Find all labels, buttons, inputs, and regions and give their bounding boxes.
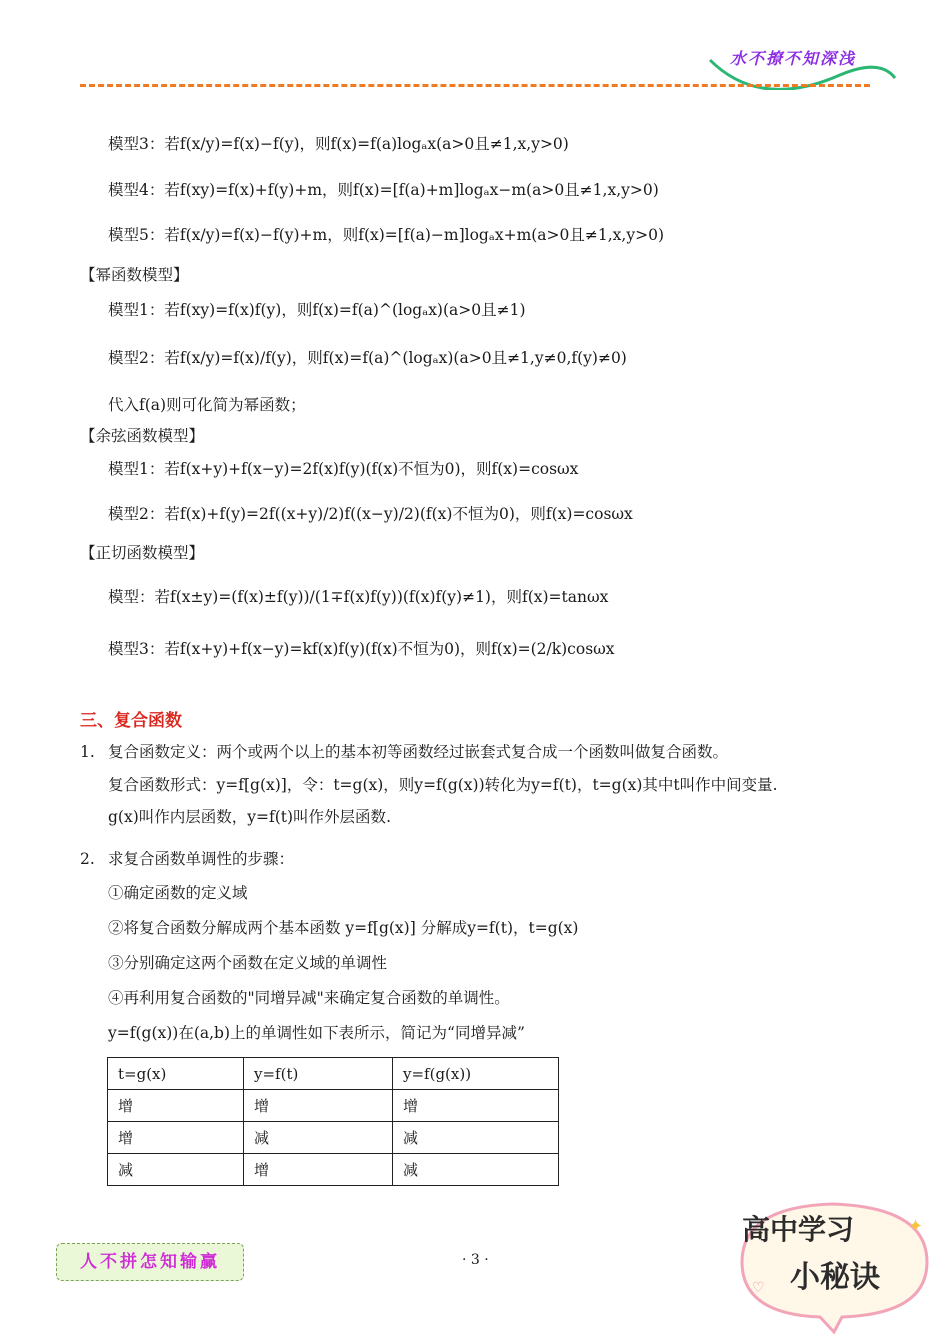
text-line: 模型2：若f(x)+f(y)=2f((x+y)/2)f((x−y)/2)(f(x)不恒为0)，则f(x)=cosωx xyxy=(108,505,633,523)
svg-text:♡: ♡ xyxy=(752,1280,765,1296)
list-number: 1. xyxy=(80,743,95,761)
table-header-cell: t=g(x) xyxy=(108,1058,244,1090)
footer-slogan: 人不拼怎知输赢 xyxy=(56,1243,244,1281)
header-slogan: 水不撩不知深浅 xyxy=(730,49,857,68)
subsection-heading: 【幂函数模型】 xyxy=(80,266,189,284)
step-item: ②将复合函数分解成两个基本函数 y=f[g(x)] 分解成y=f(t)，t=g(x) xyxy=(108,919,579,937)
text-line: 模型1：若f(x+y)+f(x−y)=2f(x)f(y)(f(x)不恒为0)，则f(x)=cosωx xyxy=(108,460,579,478)
table-cell: 增 xyxy=(393,1090,559,1122)
subsection-heading: 【余弦函数模型】 xyxy=(80,427,205,445)
step-item: ①确定函数的定义域 xyxy=(108,884,248,902)
text-line: 模型：若f(x±y)=(f(x)±f(y))/(1∓f(x)f(y))(f(x)f(y)≠1)，则f(x)=tanωx xyxy=(108,588,609,606)
section-title: 三、复合函数 xyxy=(80,711,182,731)
page-number: · 3 · xyxy=(462,1252,489,1268)
table-cell: 减 xyxy=(244,1122,393,1154)
table-cell: 减 xyxy=(108,1154,244,1186)
table-cell: 增 xyxy=(244,1090,393,1122)
badge-line1: 高中学习 xyxy=(742,1213,855,1246)
table-row xyxy=(108,1090,559,1122)
table-cell: 减 xyxy=(393,1154,559,1186)
table-header-cell: y=f(t) xyxy=(244,1058,393,1090)
text-line: 模型1：若f(xy)=f(x)f(y)，则f(x)=f(a)^(logₐx)(a>0且≠1) xyxy=(108,301,526,319)
svg-text:✦: ✦ xyxy=(908,1216,924,1237)
table-cell: 减 xyxy=(393,1122,559,1154)
layers-text: g(x)叫作内层函数，y=f(t)叫作外层函数. xyxy=(108,808,391,826)
table-intro: y=f(g(x))在(a,b)上的单调性如下表所示，简记为“同增异减” xyxy=(108,1024,525,1042)
subsection-heading: 【正切函数模型】 xyxy=(80,544,205,562)
table-cell: 增 xyxy=(108,1122,244,1154)
text-line: 模型4：若f(xy)=f(x)+f(y)+m，则f(x)=[f(a)+m]logₐx−m(a>0且≠1,x,y>0) xyxy=(108,181,659,199)
form-text: 复合函数形式：y=f[g(x)]，令：t=g(x)，则y=f(g(x))转化为y=f(t)，t=g(x)其中t叫作中间变量. xyxy=(108,776,778,794)
definition-text: 复合函数定义：两个或两个以上的基本初等函数经过嵌套式复合成一个函数叫做复合函数。 xyxy=(108,743,729,761)
table-cell: 增 xyxy=(244,1154,393,1186)
steps-heading: 求复合函数单调性的步骤： xyxy=(108,850,295,868)
text-line: 模型2：若f(x/y)=f(x)/f(y)，则f(x)=f(a)^(logₐx)(a>0且≠1,y≠0,f(y)≠0) xyxy=(108,349,627,367)
text-line: 模型3：若f(x+y)+f(x−y)=kf(x)f(y)(f(x)不恒为0)，则f(x)=(2/k)cosωx xyxy=(108,640,615,658)
step-item: ④再利用复合函数的"同增异减"来确定复合函数的单调性。 xyxy=(108,989,510,1007)
table-header-row xyxy=(108,1058,559,1090)
table-header-cell: y=f(g(x)) xyxy=(393,1058,559,1090)
text-line: 代入f(a)则可化简为幂函数； xyxy=(108,396,306,414)
table-row xyxy=(108,1154,559,1186)
badge-logo xyxy=(722,1192,942,1337)
text-line: 模型5：若f(x/y)=f(x)−f(y)+m，则f(x)=[f(a)−m]logₐx+m(a>0且≠1,x,y>0) xyxy=(108,226,664,244)
step-item: ③分别确定这两个函数在定义域的单调性 xyxy=(108,954,388,972)
text-line: 模型3：若f(x/y)=f(x)−f(y)，则f(x)=f(a)logₐx(a>0且≠1,x,y>0) xyxy=(108,135,569,153)
header-divider xyxy=(80,84,870,87)
table-cell: 增 xyxy=(108,1090,244,1122)
list-number: 2. xyxy=(80,850,95,868)
monotonicity-table xyxy=(107,1057,559,1186)
table-row xyxy=(108,1122,559,1154)
badge-line2: 小秘诀 xyxy=(790,1260,880,1295)
